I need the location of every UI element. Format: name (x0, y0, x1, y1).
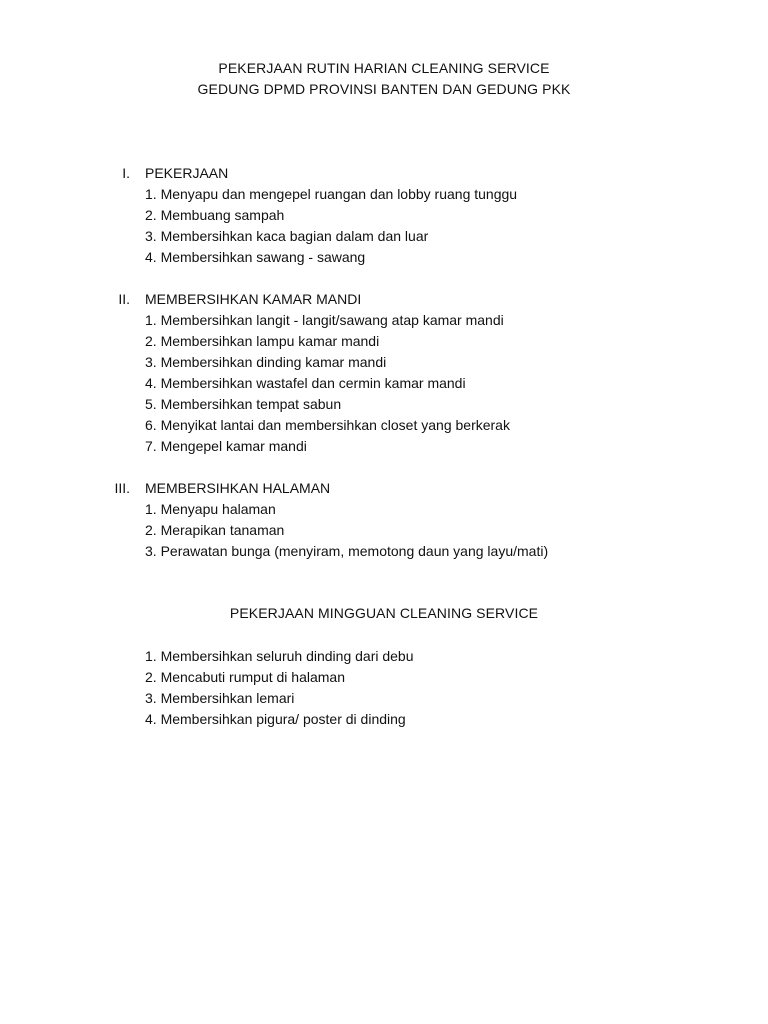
list-item: 6. Menyikat lantai dan membersihkan closet yang berkerak (145, 417, 510, 433)
list-item: 2. Mencabuti rumput di halaman (145, 669, 345, 685)
weekly-title: PEKERJAAN MINGGUAN CLEANING SERVICE (229, 605, 539, 621)
list-item: 3. Membersihkan lemari (145, 690, 295, 706)
list-item: 1. Membersihkan seluruh dinding dari debu (145, 648, 414, 664)
list-item: 3. Perawatan bunga (menyiram, memotong daun yang layu/mati) (145, 543, 549, 559)
list-item: 1. Menyapu dan mengepel ruangan dan lobby ruang tunggu (145, 186, 518, 202)
list-item: 5. Membersihkan tempat sabun (145, 396, 342, 412)
list-item: 2. Membersihkan lampu kamar mandi (145, 333, 380, 349)
section-2-numeral: II. (118, 291, 130, 307)
list-item: 1. Menyapu halaman (145, 501, 276, 517)
list-item: 1. Membersihkan langit - langit/sawang atap kamar mandi (145, 312, 504, 328)
list-item: 3. Membersihkan kaca bagian dalam dan luar (145, 228, 429, 244)
list-item: 7. Mengepel kamar mandi (145, 438, 307, 454)
list-item: 3. Membersihkan dinding kamar mandi (145, 354, 387, 370)
section-1-numeral: I. (122, 165, 130, 181)
list-item: 4. Membersihkan pigura/ poster di dinding (145, 711, 406, 727)
list-item: 4. Membersihkan wastafel dan cermin kamar mandi (145, 375, 466, 391)
document-title-line-2: GEDUNG DPMD PROVINSI BANTEN DAN GEDUNG PKK (197, 81, 571, 97)
section-3-numeral: III. (114, 480, 130, 496)
document-title-line-1: PEKERJAAN RUTIN HARIAN CLEANING SERVICE (218, 60, 550, 76)
list-item: 4. Membersihkan sawang - sawang (145, 249, 366, 265)
list-item: 2. Membuang sampah (145, 207, 285, 223)
section-2-heading: MEMBERSIHKAN KAMAR MANDI (145, 291, 362, 307)
section-1-heading: PEKERJAAN (145, 165, 229, 181)
list-item: 2. Merapikan tanaman (145, 522, 285, 538)
section-3-heading: MEMBERSIHKAN HALAMAN (145, 480, 331, 496)
